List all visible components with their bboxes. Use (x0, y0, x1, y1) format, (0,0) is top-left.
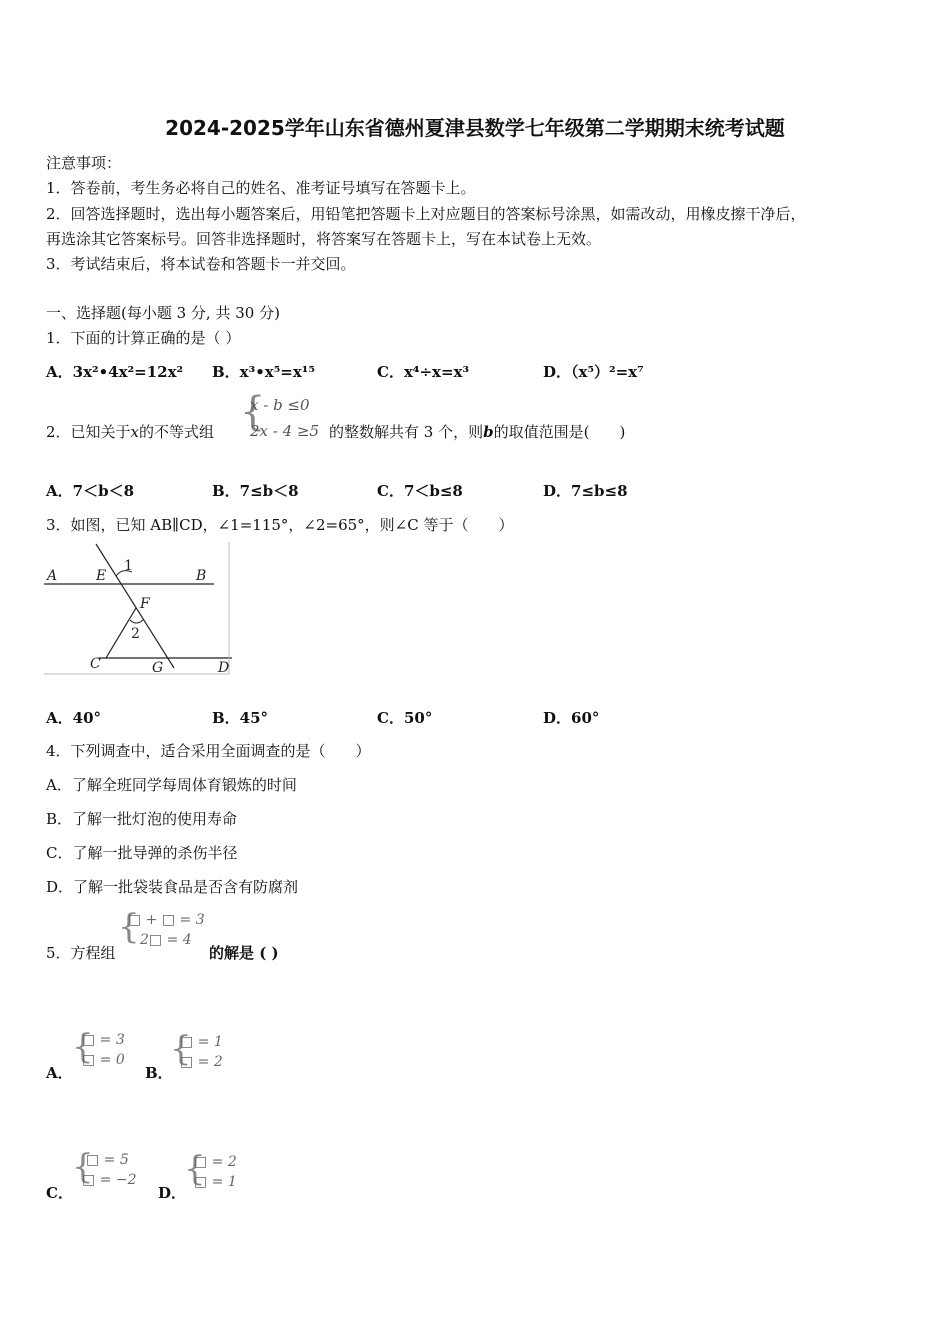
q2-var-b: b (483, 423, 494, 441)
q5-option-c-label: C． (46, 1184, 73, 1202)
q5-option-c-line-1: □ = 5 (86, 1152, 129, 1168)
q2-inequality-system (240, 389, 328, 444)
q5-option-b-line-1: □ = 1 (180, 1034, 223, 1050)
q4-option-a: A．了解全班同学每周体育锻炼的时间 (46, 776, 297, 794)
q2-option-a: A．7＜b＜8 (46, 482, 135, 500)
q2-var-x: x (130, 423, 140, 441)
q2-stem-post-1: 的整数解共有 3 个，则 (329, 423, 484, 441)
q5-option-b-label: B． (145, 1064, 173, 1082)
q4-option-d: D．了解一批袋装食品是否含有防腐剂 (46, 878, 299, 896)
q5-equation-2: 2□ = 4 (140, 932, 192, 948)
fig-label-c: C (90, 656, 101, 672)
q5-option-c-brace: { (72, 1147, 94, 1187)
page-title: 2024-2025学年山东省德州夏津县数学七年级第二学期期末统考试题 (165, 116, 785, 140)
q5-option-d-line-2: □ = 1 (194, 1174, 237, 1190)
q5-option-d-line-1: □ = 2 (194, 1154, 237, 1170)
q5-equation-system (118, 907, 213, 954)
q2-stem-mid: 的不等式组 (139, 423, 215, 441)
q1-stem: 1．下面的计算正确的是（ ） (46, 329, 241, 347)
fig-label-e: E (96, 568, 107, 584)
q5-option-c-system (72, 1147, 152, 1194)
q5-option-c-line-2: □ = −2 (82, 1172, 137, 1188)
fig-label-f: F (140, 596, 150, 612)
fig-label-g: G (152, 660, 164, 676)
notice-item-2-line-2: 再选涂其它答案标号。回答非选择题时，将答案写在答题卡上，写在本试卷上无效。 (46, 230, 602, 248)
q1-option-b: B．x³•x⁵=x¹⁵ (212, 363, 315, 381)
fig-label-d: D (218, 660, 230, 676)
section-heading: 一、选择题(每小题 3 分, 共 30 分) (46, 304, 280, 322)
q2-inequality-1: x - b ≤0 (250, 396, 310, 414)
q2-option-b: B．7≤b＜8 (212, 482, 299, 500)
notice-item-2-line-1: 2．回答选择题时，选出每小题答案后，用铅笔把答题卡上对应题目的答案标号涂黑，如需改动，用橡皮擦干净后， (46, 205, 806, 223)
q3-option-a: A．40° (46, 709, 102, 727)
q5-equation-1: □ + □ = 3 (128, 912, 205, 928)
q5-option-d-label: D． (158, 1184, 187, 1202)
q3-option-d: D．60° (543, 709, 600, 727)
q4-option-b: B．了解一批灯泡的使用寿命 (46, 810, 238, 828)
q2-stem (46, 421, 214, 442)
q2-stem-tail (329, 421, 625, 442)
q5-option-b-line-2: □ = 2 (180, 1054, 223, 1070)
fig-label-2: 2 (131, 626, 140, 642)
q5-option-a-system (72, 1027, 142, 1074)
q2-inequality-2: 2x - 4 ≥5 (250, 422, 320, 440)
notice-item-3: 3．考试结束后，将本试卷和答题卡一并交回。 (46, 255, 356, 273)
q5-option-a-label: A． (46, 1064, 73, 1082)
q5-option-a-brace: { (72, 1027, 94, 1067)
q1-option-c: C．x⁴÷x=x³ (377, 363, 470, 381)
q2-option-c: C．7＜b≤8 (377, 482, 463, 500)
q4-option-c: C．了解一批导弹的杀伤半径 (46, 844, 238, 862)
q1-option-d: D．（x⁵）²=x⁷ (543, 363, 644, 381)
q5-stem-post: 的解是 ( ) (209, 944, 279, 962)
q2-brace: { (240, 389, 266, 435)
q2-stem-pre: 2．已知关于 (46, 423, 131, 441)
q1-option-a: A．3x²•4x²=12x² (46, 363, 184, 381)
q5-brace: { (118, 907, 140, 947)
q3-stem: 3．如图，已知 AB∥CD，∠1=115°，∠2=65°，则∠C 等于（ ） (46, 516, 514, 534)
fig-label-b: B (196, 568, 207, 584)
q5-option-a-line-1: □ = 3 (82, 1032, 125, 1048)
q2-stem-post-2: 的取值范围是( ) (493, 423, 626, 441)
q5-option-b-system (170, 1029, 240, 1076)
fig-label-1: 1 (124, 558, 133, 574)
fig-label-a: A (47, 568, 58, 584)
notice-item-1: 1．答卷前，考生务必将自己的姓名、准考证号填写在答题卡上。 (46, 179, 476, 197)
q3-figure (44, 542, 234, 677)
notice-heading: 注意事项： (46, 154, 122, 172)
q5-option-a-line-2: □ = 0 (82, 1052, 125, 1068)
q5-option-b-brace: { (170, 1029, 192, 1069)
q5-stem-pre: 5．方程组 (46, 944, 116, 962)
angle-2-arc (130, 620, 143, 623)
q4-stem: 4．下列调查中，适合采用全面调查的是（ ） (46, 742, 371, 760)
q5-option-d-brace: { (184, 1149, 206, 1189)
q3-option-b: B．45° (212, 709, 269, 727)
q2-option-d: D．7≤b≤8 (543, 482, 628, 500)
transversal-line (96, 544, 174, 668)
q3-option-c: C．50° (377, 709, 433, 727)
q5-option-d-system (184, 1149, 254, 1196)
